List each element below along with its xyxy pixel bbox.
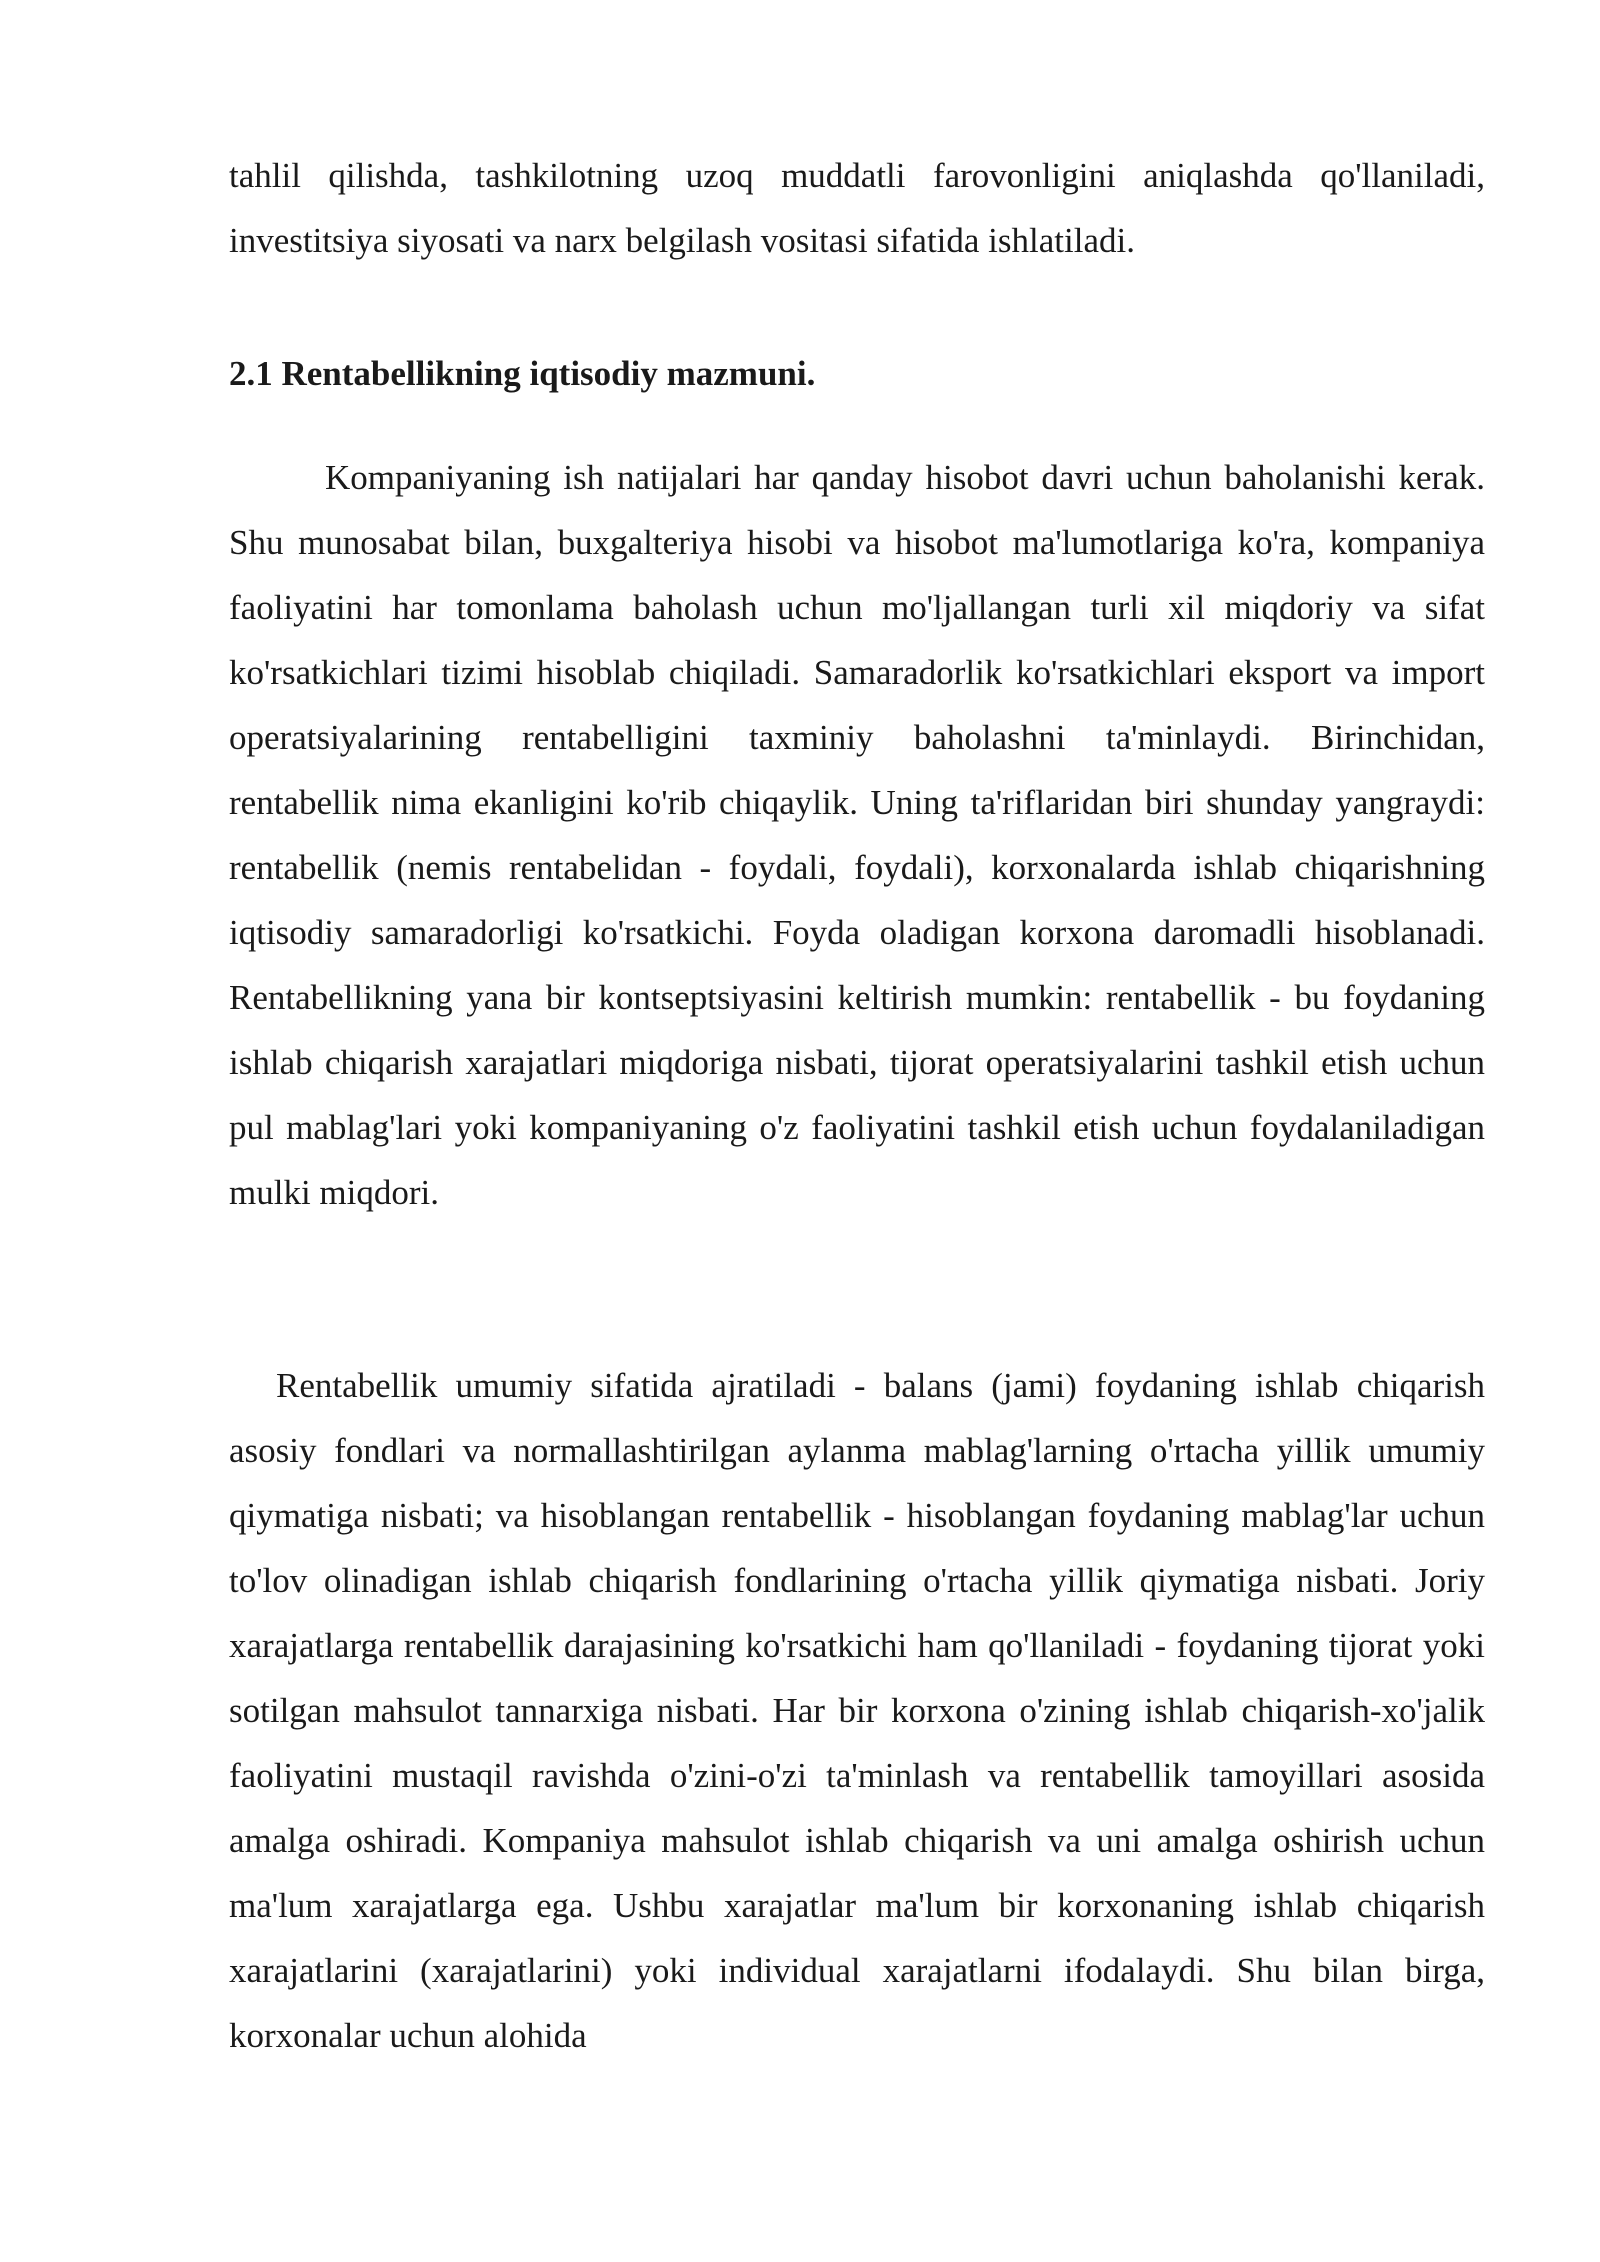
paragraph-1-text: Kompaniyaning ish natijalari har qanday hisobot davri uchun baholanishi kerak. Shu munosabat bilan, buxgalteriya hisobi va hisobot ma'lumotlariga ko'ra, kompaniya faoliyatini har tomonlama baholash uchun mo'ljallangan turli xil miqdoriy va sifat ko'rsatkichlari tizimi hisoblab chiqiladi. Samaradorlik ko'rsatkichlari eksport va import operatsiyalarining rentabelligini taxminiy baholashni ta'minlaydi. Birinchidan, rentabellik nima ekanligini ko'rib chiqaylik. Uning ta'riflaridan biri shunday yangraydi: rentabellik (nemis rentabelidan - foydali, foydali), korxonalarda ishlab chiqarishning iqtisodiy samaradorligi ko'rsatkichi. Foyda oladigan korxona daromadli hisoblanadi. Rentabellikning yana bir kontseptsiyasini keltirish mumkin: rentabellik - bu foydaning ishlab chiqarish xarajatlari miqdoriga nisbati, tijorat operatsiyalarini tashkil etish uchun pul mablag'lari yoki kompaniyaning o'z faoliyatini tashkil etish uchun foydalaniladigan mulki miqdori.: [229, 458, 1485, 1212]
body-paragraph-1: [229, 445, 1485, 1225]
intro-text: tahlil qilishda, tashkilotning uzoq muddatli farovonligini aniqlashda qo'llaniladi, investitsiya siyosati va narx belgilash vositasi sifatida ishlatiladi.: [229, 156, 1485, 260]
intro-paragraph: [229, 143, 1485, 273]
section-heading: [229, 341, 1485, 406]
section-heading-text: 2.1 Rentabellikning iqtisodiy mazmuni.: [229, 354, 816, 393]
paragraph-2-text: Rentabellik umumiy sifatida ajratiladi - balans (jami) foydaning ishlab chiqarish asosiy fondlari va normallashtirilgan aylanma mablag'larning o'rtacha yillik umumiy qiymatiga nisbati; va hisoblangan rentabellik - hisoblangan foydaning mablag'lar uchun to'lov olinadigan ishlab chiqarish fondlarining o'rtacha yillik qiymatiga nisbati. Joriy xarajatlarga rentabellik darajasining ko'rsatkichi ham qo'llaniladi - foydaning tijorat yoki sotilgan mahsulot tannarxiga nisbati. Har bir korxona o'zining ishlab chiqarish-xo'jalik faoliyatini mustaqil ravishda o'zini-o'zi ta'minlash va rentabellik tamoyillari asosida amalga oshiradi. Kompaniya mahsulot ishlab chiqarish va uni amalga oshirish uchun ma'lum xarajatlarga ega. Ushbu xarajatlar ma'lum bir korxonaning ishlab chiqarish xarajatlarini (xarajatlarini) yoki individual xarajatlarni ifodalaydi. Shu bilan birga, korxonalar uchun alohida: [229, 1366, 1485, 2055]
body-paragraph-2: [229, 1353, 1485, 2068]
